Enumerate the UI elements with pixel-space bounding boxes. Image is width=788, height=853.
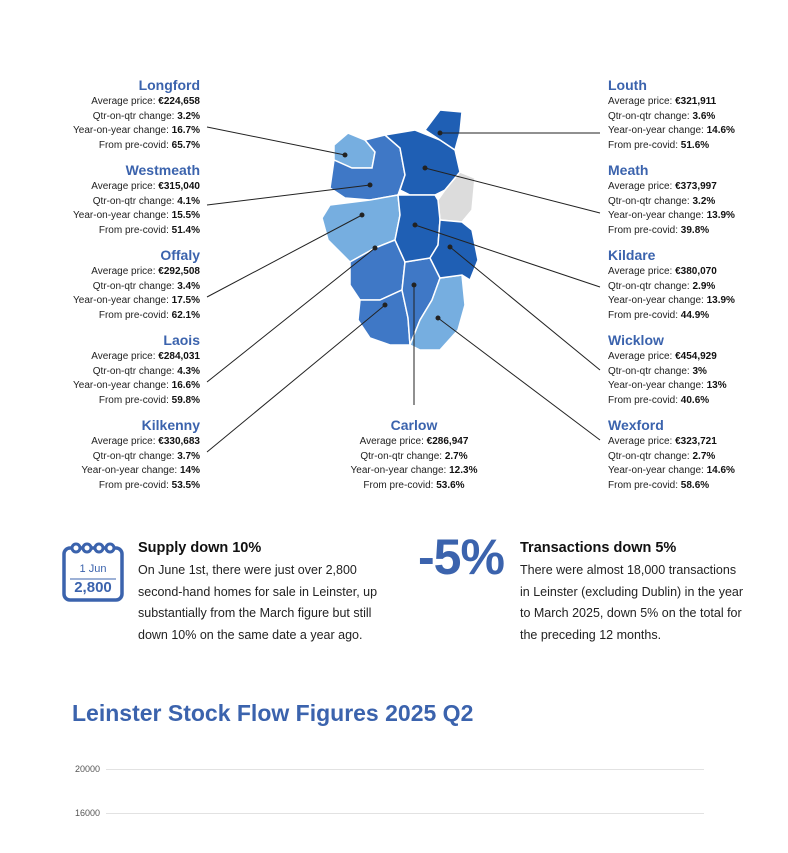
county-longford: Longford Average price: €224,658 Qtr-on-qtr change: 3.2% Year-on-year change: 16.7% From pre-covid: 65.7% [73,77,200,151]
county-louth: Louth Average price: €321,911 Qtr-on-qtr change: 3.6% Year-on-year change: 14.6% From pre-covid: 51.6% [608,77,735,151]
county-name: Westmeath [125,162,200,178]
county-wicklow: Wicklow Average price: €454,929 Qtr-on-qtr change: 3% Year-on-year change: 13% From pre-covid: 40.6% [608,332,727,406]
county-name: Kildare [608,247,656,263]
county-name: Wexford [608,417,664,433]
transactions-paragraph: There were almost 18,000 transactions in Leinster (excluding Dublin) in the year to March 2025, down 5% on the total for the preceding 12 months. [520,563,744,642]
calendar-number: 2,800 [74,579,112,596]
gridline [106,813,704,814]
transactions-big-figure: -5% [418,529,504,585]
county-kildare: Kildare Average price: €380,070 Qtr-on-qtr change: 2.9% Year-on-year change: 13.9% From pre-covid: 44.9% [608,247,735,321]
county-name: Offaly [160,247,200,263]
county-carlow: Carlow Average price: €286,947 Qtr-on-qtr change: 2.7% Year-on-year change: 12.3% From pre-covid: 53.6% [334,417,494,493]
county-name: Longford [138,77,200,93]
supply-paragraph: On June 1st, there were just over 2,800 second-hand homes for sale in Leinster, up substantially from the March figure but still down 10% on the same date a year ago. [138,563,378,642]
county-name: Carlow [390,417,438,433]
county-name: Laois [163,332,200,348]
gridline [106,769,704,770]
county-name: Meath [608,162,649,178]
county-name: Kilkenny [141,417,200,433]
county-meath: Meath Average price: €373,997 Qtr-on-qtr change: 3.2% Year-on-year change: 13.9% From pre-covid: 39.8% [608,162,735,236]
transactions-headline: Transactions down 5% [520,540,677,556]
county-offaly: Offaly Average price: €292,508 Qtr-on-qtr change: 3.4% Year-on-year change: 17.5% From pre-covid: 62.1% [73,247,200,321]
chart-title: Leinster Stock Flow Figures 2025 Q2 [72,700,474,726]
county-wexford: Wexford Average price: €323,721 Qtr-on-qtr change: 2.7% Year-on-year change: 14.6% From pre-covid: 58.6% [608,417,735,491]
county-kilkenny: Kilkenny Average price: €330,683 Qtr-on-qtr change: 3.7% Year-on-year change: 14% From pre-covid: 53.5% [81,417,200,491]
county-westmeath: Westmeath Average price: €315,040 Qtr-on-qtr change: 4.1% Year-on-year change: 15.5% From pre-covid: 51.4% [73,162,200,236]
y-tick-label: 20000 [74,764,100,774]
county-laois: Laois Average price: €284,031 Qtr-on-qtr change: 4.3% Year-on-year change: 16.6% From pre-covid: 59.8% [73,332,200,406]
county-name: Wicklow [608,332,664,348]
county-name: Louth [608,77,647,93]
y-tick-label: 16000 [74,808,100,818]
calendar-date: 1 Jun [79,563,107,575]
supply-headline: Supply down 10% [138,540,262,556]
